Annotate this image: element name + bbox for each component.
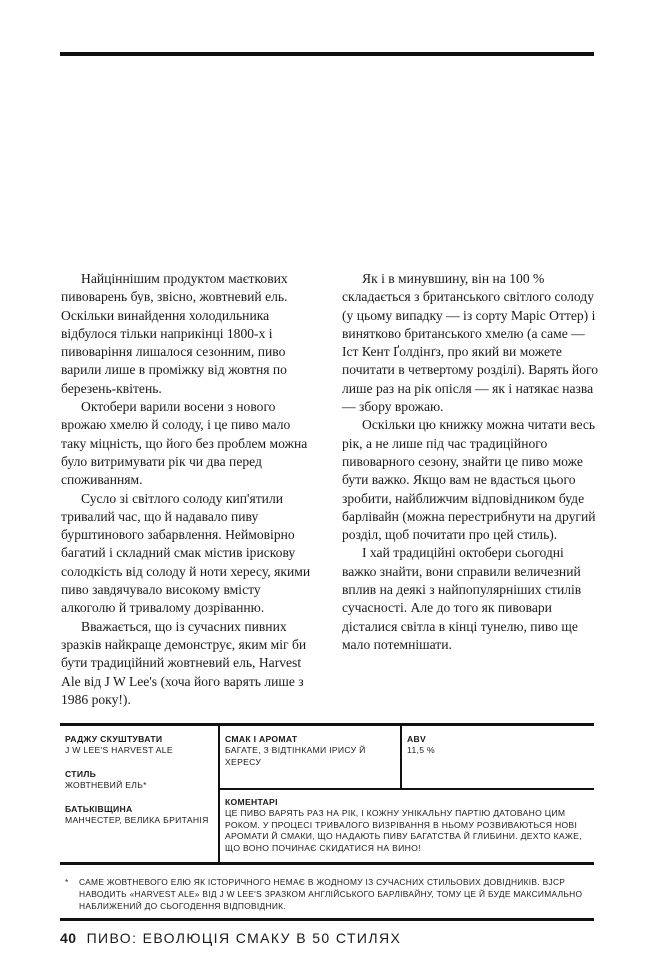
footnote-text: САМЕ ЖОВТНЕВОГО ЕЛЮ ЯК ІСТОРИЧНОГО НЕМАЄ В ЖОДНОМУ ІЗ СУЧАСНИХ СТИЛЬОВИХ ДОВІДНИКІВ. BJCP НАВОДИТЬ «HARVEST ALE» ВІД J W LEE'S ЗРАЗКОМ АНГЛІЙСЬКОГО БАРЛІВАЙНУ, ТОМУ ЦЕ Й БУДЕ МАКСИМАЛЬНО НАБЛИЖЕНИЙ ДО СЬОГОДЕННЯ ВІДПОВІДНИК. [79, 877, 583, 911]
paragraph: Як і в минувшину, він на 100 % складається з британського світлого солоду (у цьому випадку — із сорту Маріс Оттер) і винятково британського хмелю (а саме — Іст Кент Ґолдінґз, про який ви можете почитати в четвертому розділі). Варять його лише раз на рік опісля — як і натякає назва — збору врожаю. [342, 271, 599, 415]
beer-info-box [60, 723, 594, 865]
info-box-divider [218, 788, 594, 790]
paragraph: Октобери варили восени з нового врожаю хмелю й солоду, і це пиво мало таку міцність, що його без проблем можна було витримувати рік чи два перед споживанням. [61, 399, 308, 488]
recommend-cell [65, 734, 215, 757]
book-title: ПИВО: ЕВОЛЮЦІЯ СМАКУ В 50 СТИЛЯХ [86, 930, 402, 946]
paragraph: Оскільки цю книжку можна читати весь рік, а не лише під час традиційного пивоварного сезону, знайти це пиво може бути важко. Якщо вам не вдасться цього зробити, найближчим відповідником буде барлівайн (можна перестрибнути на другий розділ, щоб почитати про цей стиль). [342, 417, 596, 543]
style-label: СТИЛЬ [65, 769, 97, 779]
abv-label: ABV [407, 734, 427, 744]
footnote-mark: * [65, 877, 69, 887]
paragraph: І хай традиційні октобери сьогодні важко знайти, вони справили величезний вплив на деякі з найпопулярніших стилів сучасності. Але до того як пивовари дісталися світла в кінці тунелю, пиво ще мало потемнішати. [342, 545, 582, 652]
page-footer [60, 930, 401, 946]
info-box-bottom-rule [60, 862, 594, 865]
info-box-top-rule [60, 723, 594, 726]
comments-cell [225, 797, 587, 854]
body-column-left [61, 270, 318, 709]
info-box-divider [400, 726, 402, 788]
paragraph: Сусло зі світлого солоду кип'ятили тривалий час, що й надавало пиву бурштинового забарвлення. Неймовірно багатий і складний смак містив ірискову солодкість від солоду й ноти хересу, якими пиво завдячувало високому вмісту алкоголю й тривалому дозріванню. [61, 490, 311, 616]
bottom-rule [60, 918, 594, 921]
origin-label: БАТЬКІВЩИНА [65, 804, 133, 814]
abv-cell [407, 734, 587, 757]
top-rule [60, 52, 594, 56]
origin-value: МАНЧЕСТЕР, ВЕЛИКА БРИТАНІЯ [65, 815, 209, 825]
paragraph: Найціннішим продуктом маєткових пивоварень був, звісно, жовтневий ель. Оскільки винайдення холодильника відбулося тільки наприкінці 1800-х і пивоваріння лишалося сезонним, пиво варили лише в проміжку від жовтня по березень-квітень. [61, 271, 288, 396]
paragraph: Вважається, що із сучасних пивних зразків найкраще демонструє, яким міг би бути традиційний жовтневий ель, Harvest Ale від J W Lee's (хоча його варять лише з 1986 року!). [61, 618, 307, 707]
body-column-right [342, 270, 600, 654]
origin-cell [65, 804, 217, 827]
recommend-label: РАДЖУ СКУШТУВАТИ [65, 734, 163, 744]
taste-value: БАГАТЕ, З ВІДТІНКАМИ ІРИСУ Й ХЕРЕСУ [225, 745, 366, 767]
recommend-value: J W LEE'S HARVEST ALE [65, 745, 173, 755]
comments-label: КОМЕНТАРІ [225, 797, 278, 807]
comments-value: ЦЕ ПИВО ВАРЯТЬ РАЗ НА РІК, І КОЖНУ УНІКАЛЬНУ ПАРТІЮ ДАТОВАНО ЦИМ РОКОМ. У ПРОЦЕСІ ТРИВАЛОГО ВИЗРІВАННЯ В НЬОМУ РОЗВИВАЮТЬСЯ НОВІ АРОМАТИ Й СМАКИ, ЩО НАДАЮТЬ ПИВУ БАГАТСТВА Й ГЛИБИНИ. ДЕХТО КАЖЕ, ЩО ВОНО ПОЧИНАЄ СКИДАТИСЯ НА ВИНО! [225, 808, 582, 853]
page-number: 40 [60, 930, 77, 946]
style-value: ЖОВТНЕВИЙ ЕЛЬ* [65, 780, 147, 790]
style-cell [65, 769, 215, 792]
taste-cell [225, 734, 395, 768]
abv-value: 11,5 % [407, 745, 435, 755]
taste-label: СМАК І АРОМАТ [225, 734, 298, 744]
footnote [60, 876, 594, 912]
info-box-divider [218, 726, 220, 862]
